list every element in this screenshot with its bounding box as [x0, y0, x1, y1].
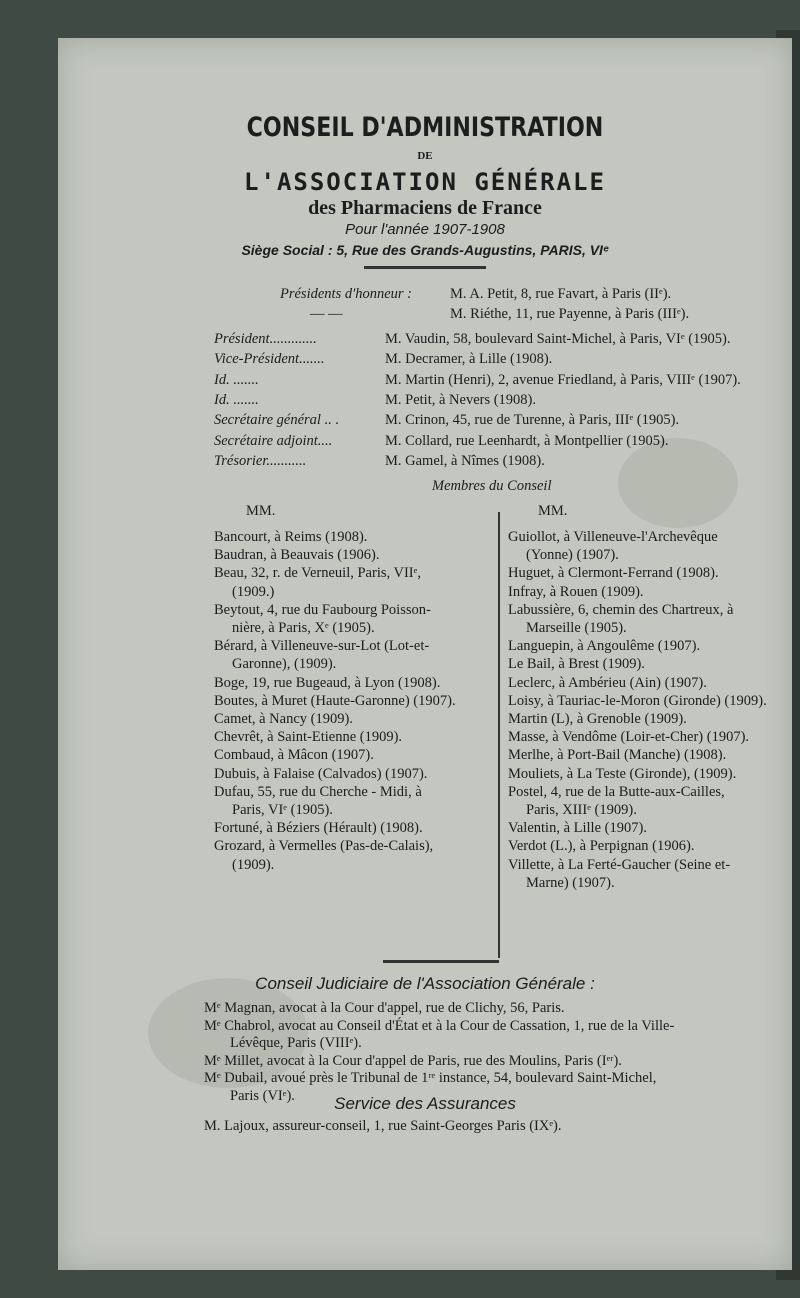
bureau-role: Trésorier...........: [214, 452, 307, 469]
member-entry-line: Boge, 19, rue Bugeaud, à Lyon (1908).: [214, 674, 441, 691]
member-entry-line: Masse, à Vendôme (Loir-et-Cher) (1907).: [508, 729, 750, 746]
year-line: Pour l'année 1907-1908: [345, 221, 505, 238]
bureau-role: Vice-Président.......: [214, 351, 325, 368]
member-entry-line: Villette, à La Ferté-Gaucher (Seine et-: [508, 856, 731, 873]
member-entry-line: Garonne), (1909).: [232, 656, 337, 673]
bureau-member: M. Crinon, 45, rue de Turenne, à Paris, IIIᵉ (1905).: [385, 412, 680, 429]
member-entry-line: Merlhe, à Port-Bail (Manche) (1908).: [508, 747, 727, 764]
member-entry-line: Bancourt, à Reims (1908).: [214, 529, 368, 545]
member-entry-line: nière, à Paris, Xᵉ (1905).: [232, 620, 375, 637]
member-entry-line: Mouliets, à La Teste (Gironde), (1909).: [508, 765, 737, 782]
association-title: L'ASSOCIATION GÉNÉRALE: [244, 168, 606, 196]
bureau-member: M. Vaudin, 58, boulevard Saint-Michel, à Paris, VIᵉ (1905).: [385, 331, 731, 347]
bureau-role: Président.............: [214, 331, 317, 347]
bureau-member: M. Collard, rue Leenhardt, à Montpellier (1905).: [385, 432, 669, 449]
judiciaire-line: Mᵉ Millet, avocat à la Cour d'appel de Paris, rue des Moulins, Paris (Iᵉʳ).: [204, 1052, 622, 1069]
member-entry-line: Languepin, à Angoulême (1907).: [508, 638, 701, 655]
document-page: [58, 38, 792, 1270]
member-entry-line: Baudran, à Beauvais (1906).: [214, 547, 380, 564]
bureau-role: Secrétaire général .. .: [214, 412, 340, 429]
member-entry-line: Camet, à Nancy (1909).: [214, 711, 353, 728]
judiciaire-line: Mᵉ Magnan, avocat à la Cour d'appel, rue de Clichy, 56, Paris.: [204, 1000, 565, 1016]
member-entry-line: Dubuis, à Falaise (Calvados) (1907).: [214, 765, 428, 782]
divider: [383, 960, 499, 963]
member-entry-line: (Yonne) (1907).: [526, 547, 619, 564]
member-entry-line: (1909).: [232, 856, 275, 873]
bureau-member: M. Gamel, à Nîmes (1908).: [385, 452, 545, 469]
member-entry-line: Huguet, à Clermont-Ferrand (1908).: [508, 565, 719, 582]
divider: [364, 266, 486, 269]
member-entry-line: Beytout, 4, rue du Faubourg Poisson-: [214, 601, 431, 618]
page-title: CONSEIL D'ADMINISTRATION: [246, 112, 604, 143]
column-divider: [498, 512, 500, 958]
title-de: DE: [417, 150, 433, 162]
member-entry-line: Bérard, à Villeneuve-sur-Lot (Lot-et-: [214, 638, 430, 655]
judiciaire-line: Mᵉ Chabrol, avocat au Conseil d'État et à la Cour de Cassation, 1, rue de la Ville-: [204, 1017, 675, 1034]
judiciaire-line: Paris (VIᵉ).: [230, 1087, 295, 1104]
member-entry-line: Martin (L), à Grenoble (1909).: [508, 711, 687, 728]
honneur-member-1: M. A. Petit, 8, rue Favart, à Paris (IIᵉ).: [450, 286, 672, 302]
pharmaciens-subtitle: des Pharmaciens de France: [308, 197, 542, 219]
bureau-role: Secrétaire adjoint....: [214, 432, 333, 449]
member-entry-line: Combaud, à Mâcon (1907).: [214, 747, 374, 764]
honneur-member-2: M. Riéthe, 11, rue Payenne, à Paris (IIIᵉ).: [450, 306, 690, 322]
bureau-member: M. Decramer, à Lille (1908).: [385, 351, 553, 368]
member-entry-line: Paris, XIIIᵉ (1909).: [526, 802, 637, 819]
member-entry-line: Boutes, à Muret (Haute-Garonne) (1907).: [214, 692, 456, 709]
member-entry-line: Valentin, à Lille (1907).: [508, 820, 647, 837]
member-entry-line: Postel, 4, rue de la Butte-aux-Cailles,: [508, 783, 725, 800]
honneur-label: Présidents d'honneur :: [280, 286, 412, 302]
paper-stain: [618, 438, 738, 528]
bureau-role: Id. .......: [214, 391, 259, 408]
member-entry-line: Verdot (L.), à Perpignan (1906).: [508, 838, 695, 855]
judiciaire-line: Mᵉ Dubail, avoué près le Tribunal de 1ʳᵉ instance, 54, boulevard Saint-Michel,: [204, 1070, 657, 1086]
member-entry-line: Dufau, 55, rue du Cherche - Midi, à: [214, 783, 422, 800]
member-entry-line: Marne) (1907).: [526, 874, 615, 891]
member-entry-line: Chevrêt, à Saint-Etienne (1909).: [214, 729, 403, 746]
member-entry-line: Loisy, à Tauriac-le-Moron (Gironde) (1909).: [508, 692, 767, 709]
member-entry-line: Paris, VIᵉ (1905).: [232, 802, 333, 819]
member-entry-line: Fortuné, à Béziers (Hérault) (1908).: [214, 820, 423, 837]
member-entry-line: Labussière, 6, chemin des Chartreux, à: [508, 601, 734, 618]
bureau-member: M. Martin (Henri), 2, avenue Friedland, à Paris, VIIIᵉ (1907).: [385, 371, 741, 388]
assurances-line: M. Lajoux, assureur-conseil, 1, rue Saint-Georges Paris (IXᵉ).: [204, 1118, 562, 1134]
mm-left: MM.: [246, 503, 276, 519]
member-entry-line: Guiollot, à Villeneuve-l'Archevêque: [508, 529, 718, 545]
member-entry-line: Grozard, à Vermelles (Pas-de-Calais),: [214, 838, 434, 855]
membres-heading: Membres du Conseil: [432, 478, 552, 494]
membres-left-column: [214, 528, 494, 874]
member-entry-line: Marseille (1905).: [526, 620, 627, 637]
siege-social: Siège Social : 5, Rue des Grands-Augustins, PARIS, VIᵉ: [241, 242, 609, 258]
member-entry-line: Infray, à Rouen (1909).: [508, 583, 644, 600]
judiciaire-line: Lévêque, Paris (VIIIᵉ).: [230, 1035, 362, 1051]
member-entry-line: Leclerc, à Ambérieu (Ain) (1907).: [508, 674, 707, 691]
membres-right-column: [508, 528, 790, 892]
bureau-member: M. Petit, à Nevers (1908).: [385, 391, 537, 408]
assurances-heading: Service des Assurances: [334, 1094, 516, 1113]
member-entry-line: Le Bail, à Brest (1909).: [508, 656, 645, 673]
member-entry-line: Beau, 32, r. de Verneuil, Paris, VIIᵉ,: [214, 565, 421, 582]
honneur-dashes: — —: [310, 306, 343, 322]
mm-right: MM.: [538, 503, 568, 519]
bureau-role: Id. .......: [214, 371, 259, 388]
judiciaire-heading: Conseil Judiciaire de l'Association Générale :: [255, 974, 595, 993]
member-entry-line: (1909.): [232, 583, 275, 600]
